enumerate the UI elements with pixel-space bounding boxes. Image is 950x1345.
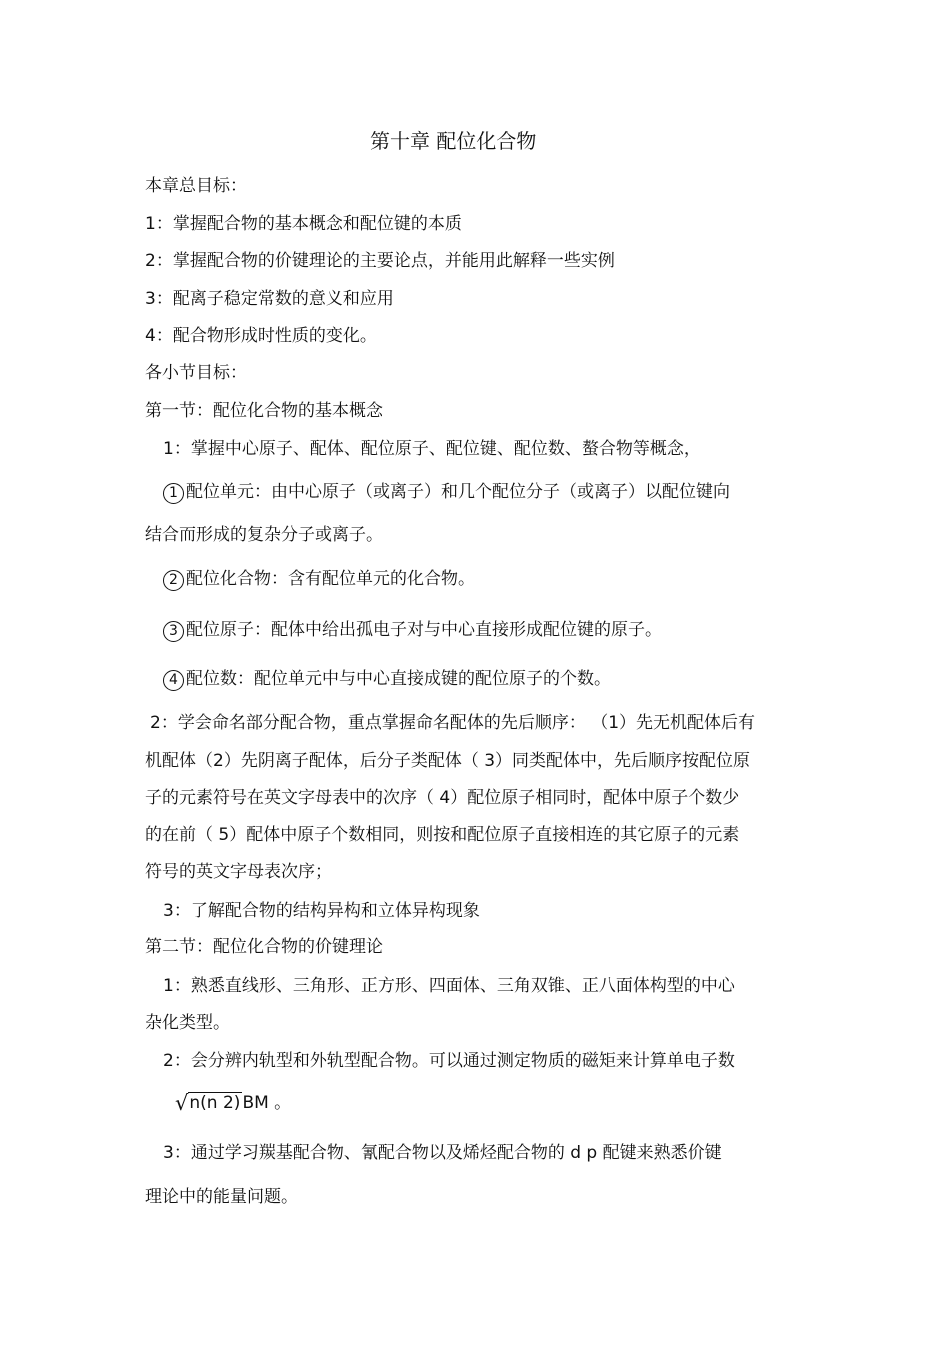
sqrt-sign: √ <box>175 1091 189 1115</box>
overall-goals-heading: 本章总目标： <box>145 176 247 196</box>
section-2-item-1-line-2: 杂化类型。 <box>145 1013 230 1033</box>
section-1-title: 第一节：配位化合物的基本概念 <box>145 401 383 421</box>
section-2-item-1-line-1: 1：熟悉直线形、三角形、正方形、四面体、三角双锥、正八面体构型的中心 <box>163 976 735 996</box>
item-2-line-2: 机配体（2）先阴离子配体，后分子类配体（ 3）同类配体中，先后顺序按配位原 <box>145 751 751 771</box>
circled-number-1: 1 <box>163 483 184 504</box>
definition-2 <box>163 568 475 591</box>
item-2-line-4: 的在前（ 5）配体中原子个数相同，则按和配位原子直接相连的其它原子的元素 <box>145 825 740 845</box>
goal-1: 1：掌握配合物的基本概念和配位键的本质 <box>145 214 462 234</box>
definition-1-line-2: 结合而形成的复杂分子或离子。 <box>145 525 383 545</box>
goal-3: 3：配离子稳定常数的意义和应用 <box>145 289 394 309</box>
circled-number-4: 4 <box>163 670 184 691</box>
goal-2: 2：掌握配合物的价键理论的主要论点，并能用此解释一些实例 <box>145 251 615 271</box>
definition-4 <box>163 668 611 691</box>
definition-4-text: 配位数：配位单元中与中心直接成键的配位原子的个数。 <box>186 669 611 689</box>
goal-4: 4：配合物形成时性质的变化。 <box>145 326 377 346</box>
square-root-expression <box>175 1092 242 1114</box>
section-goals-heading: 各小节目标： <box>145 363 247 383</box>
definition-1-line-1 <box>163 481 730 504</box>
definition-1-text: 配位单元：由中心原子（或离子）和几个配位分子（或离子）以配位键向 <box>186 482 730 502</box>
circled-number-2: 2 <box>163 570 184 591</box>
section-1-item-1: 1：掌握中心原子、配体、配位原子、配位键、配位数、螯合物等概念， <box>163 439 701 459</box>
item-2-line-1: 2：学会命名部分配合物，重点掌握命名配体的先后顺序： （1）先无机配体后有 <box>150 713 756 733</box>
item-2-line-5: 符号的英文字母表次序； <box>145 862 332 882</box>
section-2-item-3-line-2: 理论中的能量问题。 <box>145 1187 298 1207</box>
magnetic-moment-formula <box>175 1092 291 1114</box>
chapter-title: 第十章 配位化合物 <box>370 129 537 153</box>
item-2-line-3: 子的元素符号在英文字母表中的次序（ 4）配位原子相同时，配体中原子个数少 <box>145 788 740 808</box>
definition-2-text: 配位化合物：含有配位单元的化合物。 <box>186 569 475 589</box>
item-3: 3：了解配合物的结构异构和立体异构现象 <box>163 901 480 921</box>
formula-unit: BM 。 <box>242 1093 292 1113</box>
definition-3-text: 配位原子：配体中给出孤电子对与中心直接形成配位键的原子。 <box>186 620 662 640</box>
section-2-item-2: 2：会分辨内轨型和外轨型配合物。可以通过测定物质的磁矩来计算单电子数 <box>163 1051 735 1071</box>
circled-number-3: 3 <box>163 621 184 642</box>
section-2-item-3-line-1: 3：通过学习羰基配合物、氰配合物以及烯烃配合物的 d p 配键来熟悉价键 <box>163 1143 722 1163</box>
sqrt-radicand: n(n 2) <box>189 1093 241 1113</box>
section-2-title: 第二节：配位化合物的价键理论 <box>145 937 383 957</box>
definition-3 <box>163 619 662 642</box>
